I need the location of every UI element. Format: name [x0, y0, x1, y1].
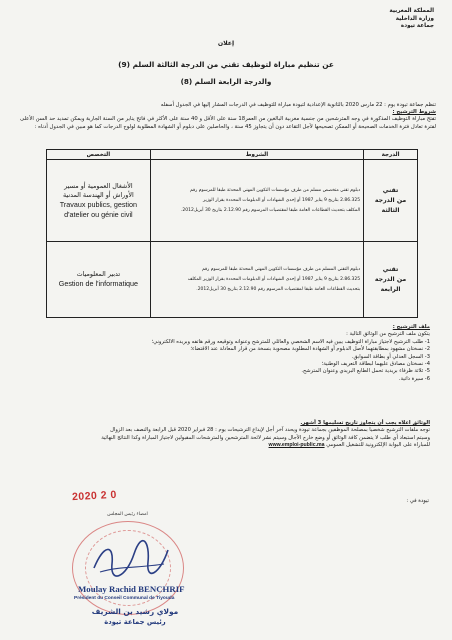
date-line: تيودة في :	[406, 498, 429, 504]
specialty-ar: الأوراش أو الهندسة المدنية	[63, 190, 134, 199]
signatory-name-fr: Moulay Rachid BENCHRIF	[78, 584, 185, 594]
condition-line: بتحديث القطاعات العامة طبقا لمقتضيات المرسوم رقم 2.12.90 بتاريخ 30 أبريل2012.	[196, 286, 361, 292]
header-ministry: وزارة الداخلية	[395, 15, 434, 22]
condition-line: دبلوم التقني المسلم من طرف مؤسسات التكوين المهني المحدثة طبقا للمرسوم رقم	[201, 266, 361, 272]
signature-block	[60, 488, 195, 626]
portal-link[interactable]: www.emploi-public.ma	[268, 442, 325, 449]
intro-line: تنظم جماعة تيودة يوم : 22 مارس 2020 بالثانوية الإعدادية لتيودة مباراة للتوظيف في الدرجات المشار إليها في الجدول أسفله	[160, 102, 436, 108]
signatory-name-ar: مولاي رشيد بن الشريف	[91, 607, 179, 616]
conditions-cell	[150, 160, 363, 242]
condition-line: 2.86.325 بتاريخ 9 يناير 1987 أو إحدى الشهادات أو الدبلومات المحددة بقرار الوزير المكلف	[187, 276, 361, 282]
document-title: عن تنظيم مباراة لتوظيف تقني من الدرجة الثالثة السلم (9)	[118, 60, 334, 69]
specialty-ar: تدبير المعلوميات	[76, 270, 121, 278]
table-row	[47, 242, 418, 318]
file-label: ملف الترشيح :	[392, 324, 430, 330]
table-row	[47, 160, 418, 242]
header-specialty: التخصص	[47, 150, 151, 160]
specialty-ar: الأشغال العمومية أو مسير	[64, 181, 133, 190]
list-item: 2- نسختان مشهود بمطابقتهما لأصل الدبلوم أو الشهادة المطلوبة مصحوبة بنسخة من قرار المعادلة عند الاقتضاء؛	[190, 346, 430, 353]
list-item: 3- السجل العدلي أو بطاقة السوابق.	[351, 353, 430, 360]
deadline-text	[20, 442, 430, 449]
signatory-role-ar: رئيس جماعة تيودة	[104, 618, 166, 626]
specialty-cell	[47, 160, 151, 242]
handwritten-signature	[90, 538, 170, 582]
intro-paragraph	[20, 102, 436, 131]
list-item: 5- ثلاثة ظرفاء بريدية تحمل الطابع البريدي وعنوان المترشح.	[301, 368, 430, 375]
letterhead	[389, 8, 434, 31]
header-conditions: الشروط	[150, 150, 363, 160]
deadline-text: وسيتم استبعاد أي طلب لا يتضمن كافة الوثائق أو وضع خارج الأجال وسيتم نشر لائحة المترشحين والمترشحات المقبولين لاجتياز المباراة وكذا النتائج النهائية	[101, 434, 430, 441]
deadline-section	[20, 420, 430, 450]
grade-line: من الدرجة	[374, 275, 407, 283]
file-intro: يتكون ملف الترشيح من الوثائق التالية :	[346, 331, 430, 338]
grade-cell	[364, 160, 418, 242]
header-commune: جماعة تيودة	[400, 23, 434, 30]
specialty-fr: Gestion de l'informatique	[58, 279, 139, 288]
specialty-cell	[47, 242, 151, 318]
grade-line: تقني	[382, 186, 399, 194]
table-header-row	[47, 150, 418, 160]
date-stamp: 2020 2 0	[71, 488, 118, 504]
conditions-cell	[150, 242, 363, 318]
grade-line: تقني	[382, 265, 399, 273]
condition-line: دبلوم تقني متخصص مسلم من طرف مؤسسات التكوين المهني المحدثة طبقا للمرسوم رقم	[189, 187, 361, 193]
header-kingdom: المملكة المغربية	[389, 8, 434, 14]
conditions-text: تفتح مباراة التوظيف المذكورة في وجه المترشحين من جنسية مغربية البالغين من العمر18 سنة على الأقل و 40 سنة على الأكثر في فاتح يناير من السنة الجارية ويمكن تمديد حد السن الأعلى لفترة تعادل فترة الخدمات الصحيحة أو الممكن تصحيحها لأجل التقاعد دون أن يتجاوز 45 سنة ، والحاصلين على دبلوم أو الشهادة المطلوبة لولوج الدرجات كما هو مبين في الجدول أدناه :	[20, 116, 436, 130]
announcement-heading: إعلان	[217, 40, 235, 47]
grade-line: الثالثة	[381, 206, 400, 214]
positions-table	[46, 149, 418, 318]
document-subtitle: والدرجة الرابعة السلم (8)	[180, 77, 272, 86]
signature-title: امضاء رئيس المجلس	[107, 512, 148, 517]
signatory-role-fr: Président du Conseil Communal de Tiyouda	[74, 596, 175, 601]
application-file-section	[20, 324, 430, 383]
grade-line: من الدرجة	[374, 196, 407, 204]
list-item: 6- سيرة ذاتية.	[398, 375, 430, 382]
list-item: 1- طلب الترشيح لاجتياز مباراة التوظيف يبين فيه الاسم الشخصي والعائلي للمترشح وعنوانه وتوقيعه ورقم هاتفه وبريده الالكتروني؛	[151, 338, 430, 345]
header-grade: الدرجة	[364, 150, 418, 160]
list-item: 4- نسختان مصادق عليهما لبطاقة التعريف الوطنية؛	[321, 361, 430, 368]
conditions-label: شروط الترشيح :	[392, 109, 436, 116]
condition-line: 2.86.325 بتاريخ 9 يناير 1987 أو إحدى الشهادات أو الدبلومات المحددة بقرار الوزير	[202, 197, 361, 203]
specialty-fr: Travaux publics, gestion	[59, 199, 138, 209]
documents-validity-notice: الوثائق اعلاه يجب أن يتجاوز تاريخ تسليمها 3 أشهر.	[300, 420, 430, 426]
grade-line: الرابعة	[380, 285, 401, 293]
grade-cell	[364, 242, 418, 318]
deadline-text: توجه ملفات الترشيح شخصيا بمصلحة الموظفين بجماعة تيودة ويحدد آخر أجل لإيداع الترشيحات يوم : 28 فبراير 2020 قبل الرابعة والنصف بعد الزوال	[110, 427, 430, 434]
specialty-fr: d'atelier ou génie civil	[64, 209, 133, 219]
portal-text: للمباراة على البوابة الإلكترونية للتشغيل العمومي	[326, 442, 430, 449]
condition-line: المكلف بتحديث القطاعات العامة طبقا لمقتضيات المرسوم رقم 2.12.90 بتاريخ 30 أبريل2012.	[180, 207, 361, 213]
